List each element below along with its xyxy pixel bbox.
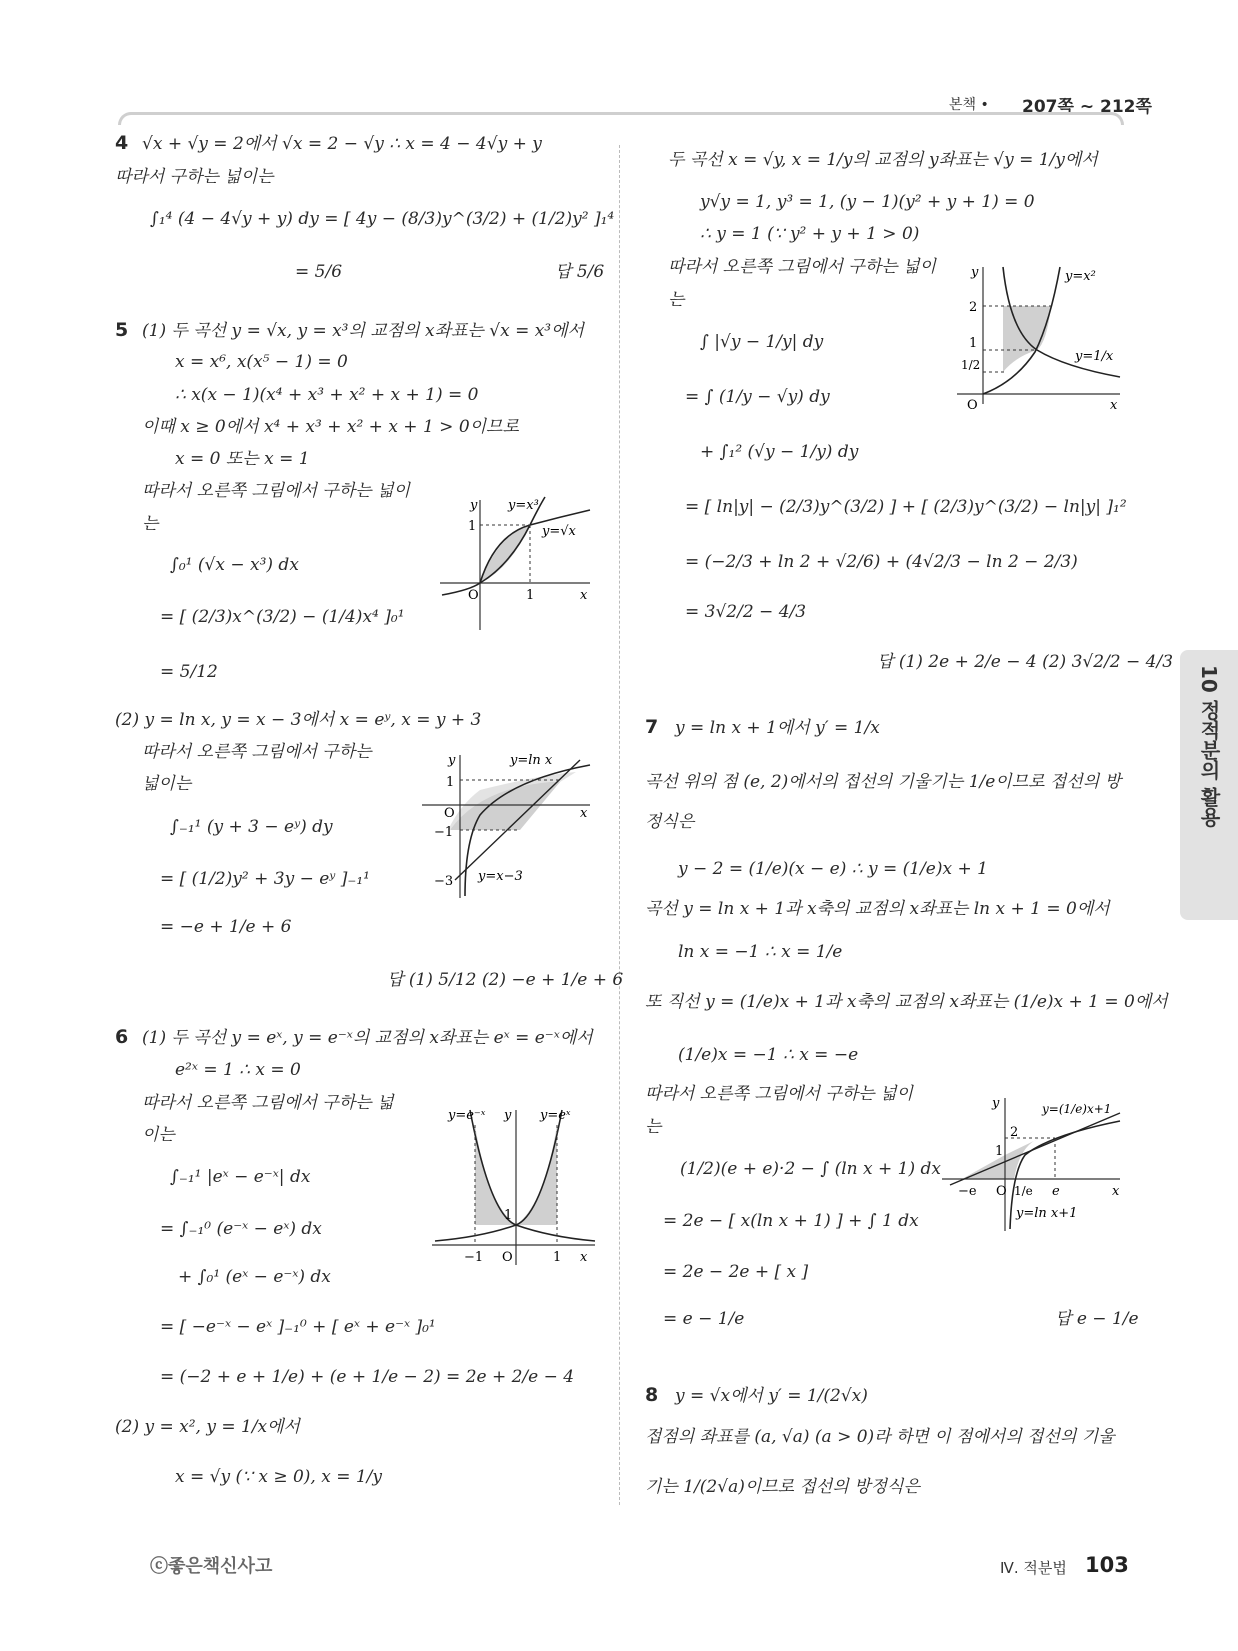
graph-label: x (1112, 1184, 1120, 1199)
text-line: = e − 1/e (663, 1309, 745, 1329)
text-line: √x + √y = 2에서 √x = 2 − √y ∴ x = 4 − 4√y + y (142, 134, 542, 154)
graph-label: 1 (969, 336, 978, 351)
text-line: = [ −e⁻ˣ − eˣ ]₋₁⁰ + [ eˣ + e⁻ˣ ]₀¹ (160, 1317, 436, 1337)
text-line: y = √x에서 y′ = 1/(2√x) (675, 1386, 868, 1406)
text-line: 접점의 좌표를 (a, √a) (a > 0)라 하면 이 점에서의 접선의 기울 (645, 1427, 1115, 1447)
text-line: 따라서 오른쪽 그림에서 구하는 넓이 (645, 1084, 913, 1104)
text-line: ∴ y = 1 (∵ y² + y + 1 > 0) (700, 224, 920, 244)
text-line: = 3√2/2 − 4/3 (685, 602, 807, 622)
text-line: ∫₋₁¹ (y + 3 − eʸ) dy (170, 817, 333, 837)
text-line: 이때 x ≥ 0에서 x⁴ + x³ + x² + x + 1 > 0이므로 (142, 417, 519, 437)
graph-label: −3 (434, 874, 454, 889)
text-line: = [ ln|y| − (2/3)y^(3/2) ] + [ (2/3)y^(3/2) − ln|y| ]₁² (685, 497, 1127, 517)
graph-label: y=(1/e)x+1 (1042, 1102, 1112, 1116)
text-line: (1/e)x = −1 ∴ x = −e (678, 1045, 859, 1065)
text-line: y − 2 = (1/e)(x − e) ∴ y = (1/e)x + 1 (678, 859, 988, 879)
text-line: (1/2)(e + e)·2 − ∫ (ln x + 1) dx (680, 1159, 941, 1179)
graph-label: y=x−3 (478, 869, 523, 884)
text-line: x = √y (∵ x ≥ 0), x = 1/y (175, 1467, 383, 1487)
graph-label: 1/2 (961, 358, 981, 372)
graph-label: O (444, 806, 455, 821)
graph-label: y=ln x (510, 753, 553, 768)
text-line: 는 (142, 514, 159, 534)
header-rule (118, 112, 1124, 125)
graph-label: 1 (553, 1250, 562, 1265)
text-line: = 2e − 2e + [ x ] (663, 1262, 809, 1282)
graph-5-1 (440, 495, 600, 635)
text-line: = [ (2/3)x^(3/2) − (1/4)x⁴ ]₀¹ (160, 607, 405, 627)
graph-label: 1 (526, 588, 535, 603)
graph-label: x (580, 588, 588, 603)
text-line: (2) y = x², y = 1/x에서 (115, 1417, 300, 1437)
text-line: x = 0 또는 x = 1 (175, 449, 310, 469)
text-line: 답 (1) 5/12 (2) −e + 1/e + 6 (387, 970, 624, 990)
graph-6-1 (430, 1105, 600, 1270)
text-line: (1) 두 곡선 y = √x, y = x³의 교점의 x좌표는 √x = x³에서 (142, 321, 584, 341)
graph-label: −e (958, 1184, 977, 1199)
text-line: 이는 (142, 1125, 175, 1145)
header-page-range: 207쪽 ~ 212쪽 (1022, 97, 1152, 117)
text-line: = 5/12 (160, 662, 218, 682)
text-line: = 5/6 (295, 262, 343, 282)
text-line: e²ˣ = 1 ∴ x = 0 (175, 1060, 301, 1080)
graph-label: O (967, 398, 978, 412)
header-label: 본책 • (949, 97, 989, 113)
graph-label: y (504, 1108, 512, 1123)
text-line: 는 (668, 290, 685, 310)
text-line: 는 (645, 1117, 662, 1137)
graph-label: y=e⁻ˣ (448, 1108, 486, 1123)
graph-label: −1 (464, 1250, 484, 1265)
text-line: + ∫₀¹ (eˣ − e⁻ˣ) dx (178, 1267, 331, 1287)
text-line: = 2e − [ x(ln x + 1) ] + ∫ 1 dx (663, 1211, 919, 1231)
text-line: = (−2 + e + 1/e) + (e + 1/e − 2) = 2e + 2/e − 4 (160, 1367, 575, 1387)
text-line: ∴ x(x − 1)(x⁴ + x³ + x² + x + 1) = 0 (175, 385, 479, 405)
text-line: 따라서 오른쪽 그림에서 구하는 (142, 742, 372, 762)
text-line: 곡선 위의 점 (e, 2)에서의 접선의 기울기는 1/e이므로 접선의 방 (645, 772, 1122, 792)
text-line: 따라서 오른쪽 그림에서 구하는 넓이 (142, 481, 410, 501)
problem-number: 6 (115, 1026, 129, 1048)
text-line: = (−2/3 + ln 2 + √2/6) + (4√2/3 − ln 2 − 2/3) (685, 552, 1078, 572)
graph-label: O (502, 1250, 513, 1265)
graph-label: 1/e (1014, 1184, 1033, 1198)
chapter-tab-label: 10 정적분의 활용 (1197, 665, 1221, 827)
text-line: 넓이는 (142, 774, 192, 794)
graph-label: y (470, 498, 478, 513)
graph-label: y=√x (542, 524, 576, 539)
text-line: (2) y = ln x, y = x − 3에서 x = eʸ, x = y + 3 (115, 710, 482, 730)
text-line: x = x⁶, x(x⁵ − 1) = 0 (175, 352, 348, 372)
graph-label: y (448, 753, 456, 768)
text-line: = −e + 1/e + 6 (160, 917, 292, 937)
problem-number: 7 (645, 716, 659, 738)
graph-label: −1 (434, 825, 454, 840)
graph-label: y (971, 265, 979, 280)
text-line: = ∫ (1/y − √y) dy (685, 387, 830, 407)
graph-7 (940, 1093, 1125, 1233)
text-line: + ∫₁² (√y − 1/y) dy (700, 442, 859, 462)
text-line: 따라서 오른쪽 그림에서 구하는 넓 (142, 1093, 394, 1113)
graph-label: y (992, 1096, 1000, 1111)
text-line: 두 곡선 x = √y, x = 1/y의 교점의 y좌표는 √y = 1/y에서 (668, 150, 1098, 170)
problem-number: 4 (115, 132, 129, 154)
graph-6-2 (955, 262, 1125, 412)
text-line: 기는 1/(2√a)이므로 접선의 방정식은 (645, 1477, 920, 1497)
graph-label: O (468, 588, 479, 603)
publisher-logo: ⓒ좋은책신사고 (150, 1556, 273, 1577)
text-line: = ∫₋₁⁰ (e⁻ˣ − eˣ) dx (160, 1219, 322, 1239)
graph-label: 2 (969, 300, 978, 315)
graph-label: e (1052, 1184, 1060, 1199)
graph-label: y=x² (1065, 269, 1096, 284)
text-line: 곡선 y = ln x + 1과 x축의 교점의 x좌표는 ln x + 1 = 0에서 (645, 899, 1110, 919)
text-line: = [ (1/2)y² + 3y − eʸ ]₋₁¹ (160, 869, 370, 889)
text-line: y = ln x + 1에서 y′ = 1/x (675, 718, 880, 738)
text-line: 따라서 구하는 넓이는 (115, 167, 274, 187)
text-line: (1) 두 곡선 y = eˣ, y = e⁻ˣ의 교점의 x좌표는 eˣ = e⁻ˣ에서 (142, 1028, 593, 1048)
chapter-name: Ⅳ. 적분법 (1000, 1559, 1067, 1577)
problem-number: 5 (115, 319, 129, 341)
graph-label: x (580, 806, 588, 821)
text-line: y√y = 1, y³ = 1, (y − 1)(y² + y + 1) = 0 (700, 192, 1035, 212)
text-line: 답 (1) 2e + 2/e − 4 (2) 3√2/2 − 4/3 (877, 652, 1174, 672)
graph-label: 1 (468, 519, 477, 534)
graph-label: y=eˣ (540, 1108, 571, 1123)
graph-label: 1 (446, 775, 455, 790)
problem-number: 8 (645, 1384, 659, 1406)
text-line: ∫₀¹ (√x − x³) dx (170, 555, 299, 575)
graph-label: y=1/x (1075, 349, 1114, 364)
graph-label: y=ln x+1 (1016, 1206, 1078, 1221)
text-line: 따라서 오른쪽 그림에서 구하는 넓이 (668, 257, 936, 277)
text-line: 답 5/6 (555, 262, 605, 282)
text-line: ln x = −1 ∴ x = 1/e (678, 942, 843, 962)
page-number: 103 (1085, 1553, 1129, 1577)
text-line: ∫₁⁴ (4 − 4√y + y) dy = [ 4y − (8/3)y^(3/2) + (1/2)y² ]₁⁴ (150, 209, 615, 229)
graph-label: x (1110, 398, 1118, 412)
graph-label: x (580, 1250, 588, 1265)
text-line: ∫₋₁¹ |eˣ − e⁻ˣ| dx (170, 1167, 311, 1187)
text-line: 정식은 (645, 812, 695, 832)
text-line: 답 e − 1/e (1055, 1309, 1139, 1329)
graph-5-2 (420, 750, 600, 900)
graph-label: O (996, 1184, 1007, 1199)
graph-label: y=x³ (508, 498, 539, 513)
graph-label: 2 (1010, 1125, 1019, 1140)
text-line: 또 직선 y = (1/e)x + 1과 x축의 교점의 x좌표는 (1/e)x + 1 = 0에서 (645, 992, 1168, 1012)
graph-label: 1 (995, 1144, 1004, 1159)
text-line: ∫ |√y − 1/y| dy (700, 332, 824, 352)
column-divider (619, 145, 620, 1505)
graph-label: 1 (504, 1208, 513, 1223)
